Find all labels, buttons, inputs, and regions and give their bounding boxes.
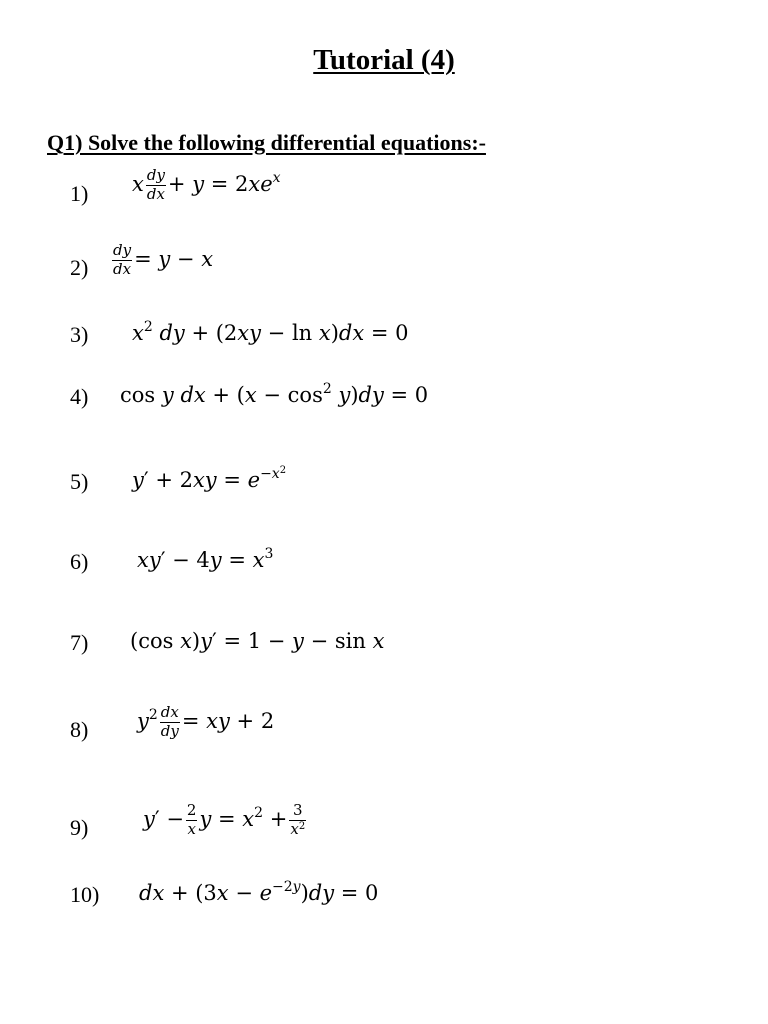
item-number: 6) [70, 549, 89, 574]
equation-7: (cos x)y′ = 1 − y − sin x [130, 629, 385, 653]
equation-1: x $\frac{dy}{dx}$ + $y = 2xe^x$ [132, 166, 281, 203]
page-title: Tutorial (4) [313, 44, 455, 76]
item-number: 10) [70, 882, 100, 907]
equation-5: $y' + 2xy = e^{-x^2}$ [132, 465, 287, 492]
item-number: 5) [70, 469, 89, 494]
equation-10: dx + $(3x - e^{-2y})dy = 0$ [139, 879, 379, 905]
item-number: 7) [70, 630, 89, 655]
equation-3: $x^2$ dy + (2xy − ln x)dx = 0 [132, 319, 409, 345]
equation-8: $y^2$ $\frac{dx}{dy}$ = xy + 2 [137, 703, 275, 740]
item-number: 4) [70, 384, 89, 409]
equation-2: $\frac{dy}{dx}$ = y − x [113, 241, 214, 278]
equation-4: cos y dx + $(x - \cos^2 y)dy = 0$ [120, 381, 429, 407]
equation-9: y′ − $\frac{2}{x}$ $y = x^2$ + $\frac{3}{x^2}$ [143, 801, 306, 838]
item-number: 8) [70, 717, 89, 742]
item-number: 2) [70, 255, 89, 280]
item-number: 1) [70, 181, 89, 206]
item-number: 9) [70, 815, 89, 840]
question-heading: Q1) Solve the following differential equations:- [47, 130, 486, 155]
item-number: 3) [70, 322, 89, 347]
equation-6: $xy' - 4y = x^3$ [137, 546, 274, 572]
